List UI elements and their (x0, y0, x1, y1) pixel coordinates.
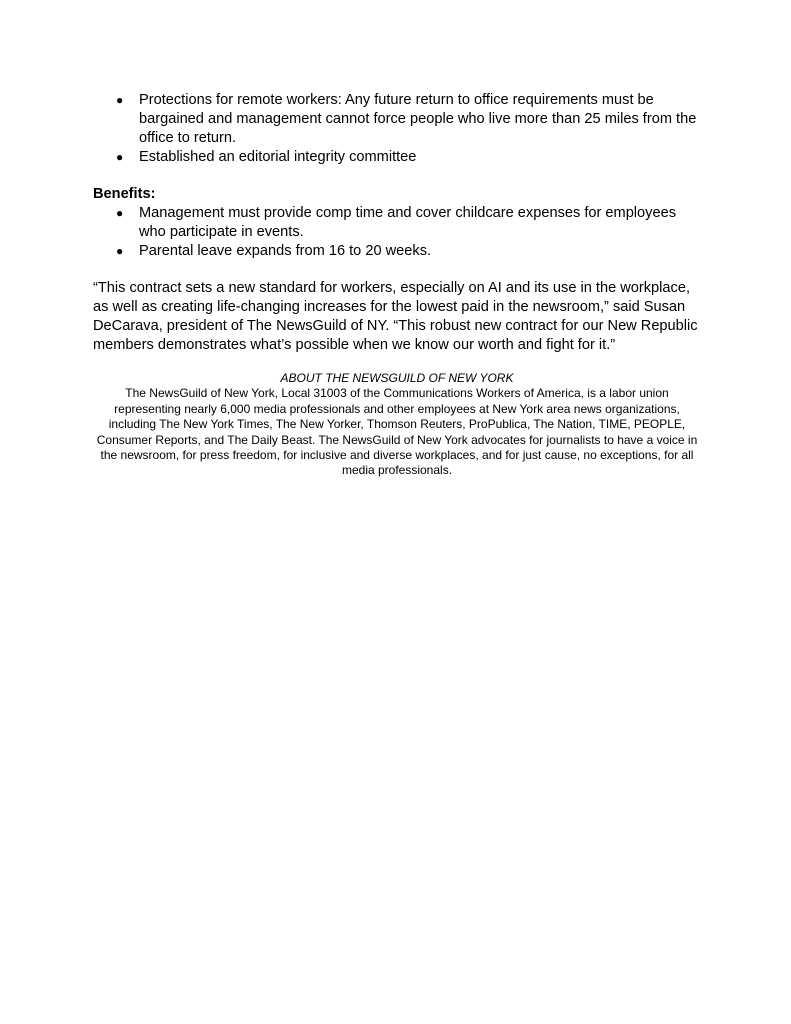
list-item-text: Management must provide comp time and cover childcare expenses for employees who participate in events. (139, 205, 676, 240)
benefits-heading: Benefits: (93, 186, 156, 202)
bullet-icon: ● (116, 206, 124, 220)
list-item-text: Established an editorial integrity committee (139, 149, 417, 165)
list-item (93, 242, 701, 261)
list-item (93, 148, 701, 167)
about-title: ABOUT THE NEWSGUILD OF NEW YORK (280, 371, 514, 385)
benefits-bullets (93, 204, 701, 261)
list-item-text: Parental leave expands from 16 to 20 weeks. (139, 243, 432, 259)
about-section (93, 371, 701, 479)
remote-work-bullets (93, 91, 701, 167)
list-item (93, 91, 701, 148)
bullet-icon: ● (116, 93, 124, 107)
document-body (93, 91, 701, 355)
spacer (93, 261, 701, 279)
list-item-text: Protections for remote workers: Any future return to office requirements must be bargained and management cannot force people who live more than 25 miles from the office to return. (139, 92, 697, 146)
list-item (93, 204, 701, 242)
spacer (93, 167, 701, 185)
about-body: The NewsGuild of New York, Local 31003 of the Communications Workers of America, is a labor union representing nearly 6,000 media professionals and other employees at New York area news organizations, including The New York Times, The New Yorker, Thomson Reuters, ProPublica, The Nation, TIME, PEOPLE, Consumer Reports, and The Daily Beast. The NewsGuild of New York advocates for journalists to have a voice in the newsroom, for press freedom, for inclusive and diverse workplaces, and for just cause, no exceptions, for all media professionals. (96, 386, 698, 478)
president-quote: “This contract sets a new standard for workers, especially on AI and its use in the workplace, as well as creating life-changing increases for the lowest paid in the newsroom,” said Susan DeCarava, president of The NewsGuild of NY. “This robust new contract for our New Republic members demonstrates what’s possible when we know our worth and fight for it.” (93, 280, 698, 353)
bullet-icon: ● (116, 150, 124, 164)
bullet-icon: ● (116, 244, 124, 258)
